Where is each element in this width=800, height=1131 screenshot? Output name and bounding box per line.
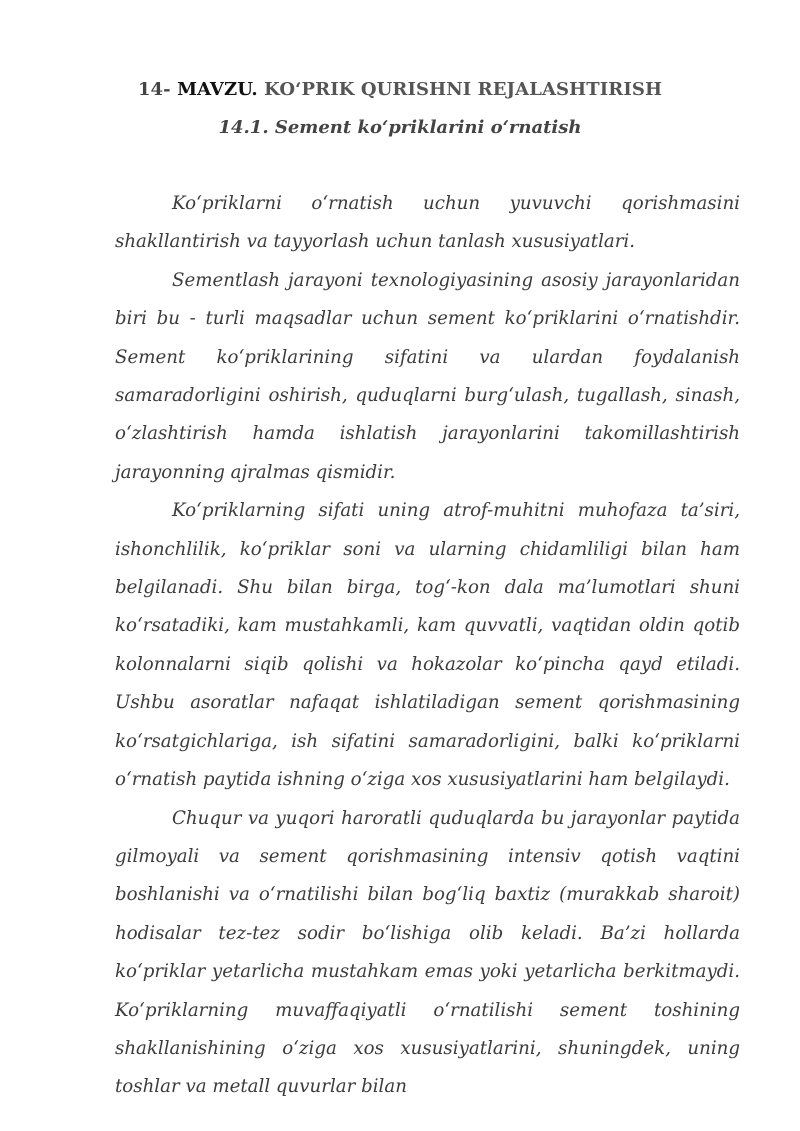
paragraph-1: Ko‘priklarni o‘rnatish uchun yuvuvchi qorishmasini shakllantirish va tayyorlash uchun tanlash xususiyatlari. — [115, 193, 740, 253]
body-text — [115, 185, 740, 1107]
paragraph-3: Ko‘priklarning sifati uning atrof-muhitni muhofaza ta’siri, ishonchlilik, ko‘priklar soni va ularning chidamliligi bilan ham belgilanadi. Shu bilan birga, tog‘-kon dala ma’lumotlari shuni ko‘rsatadiki, kam mustahkamli, kam quvvatli, vaqtidan oldin qotib kolonnalarni siqib qolishi va hokazolar ko‘pincha qayd etiladi. Ushbu asoratlar nafaqat ishlatiladigan sement qorishmasining ko‘rsatgichlariga, ish sifatini samaradorligini, balki ko‘priklarni o‘rnatish paytida ishning o‘ziga xos xususiyatlarini ham belgilaydi. — [115, 500, 740, 791]
paragraph-2: Sementlash jarayoni texnologiyasining asosiy jarayonlaridan biri bu - turli maqsadlar uchun sement ko‘priklarini o‘rnatishdir. Sement ko‘priklarining sifatini va ulardan foydalanish samaradorligini oshirish, quduqlarni burg‘ulash, tugallash, sinash, o‘zlashtirish hamda ishlatish jarayonlarini takomillashtirish jarayonning ajralmas qismidir. — [115, 269, 740, 483]
page-title — [0, 78, 800, 102]
topic-title: KO‘PRIK QURISHNI REJALASHTIRISH — [264, 79, 663, 100]
paragraph-4: Chuqur va yuqori haroratli quduqlarda bu jarayonlar paytida gilmoyali va sement qorishmasining intensiv qotish vaqtini boshlanishi va o‘rnatilishi bilan bog‘liq baxtiz (murakkab sharoit) hodisalar tez-tez sodir bo‘lishiga olib keladi. Ba’zi hollarda ko‘priklar yetarlicha mustahkam emas yoki yetarlicha berkitmaydi. Ko‘priklarning muvaffaqiyatli o‘rnatilishi sement toshining shakllanishining o‘ziga xos xususiyatlarini, shuningdek, uning toshlar va metall quvurlar bilan — [115, 807, 740, 1098]
topic-number: 14- — [137, 79, 171, 100]
section-subtitle: 14.1. Sement ko‘priklarini o‘rnatish — [218, 117, 582, 138]
topic-label: MAVZU. — [177, 79, 258, 100]
